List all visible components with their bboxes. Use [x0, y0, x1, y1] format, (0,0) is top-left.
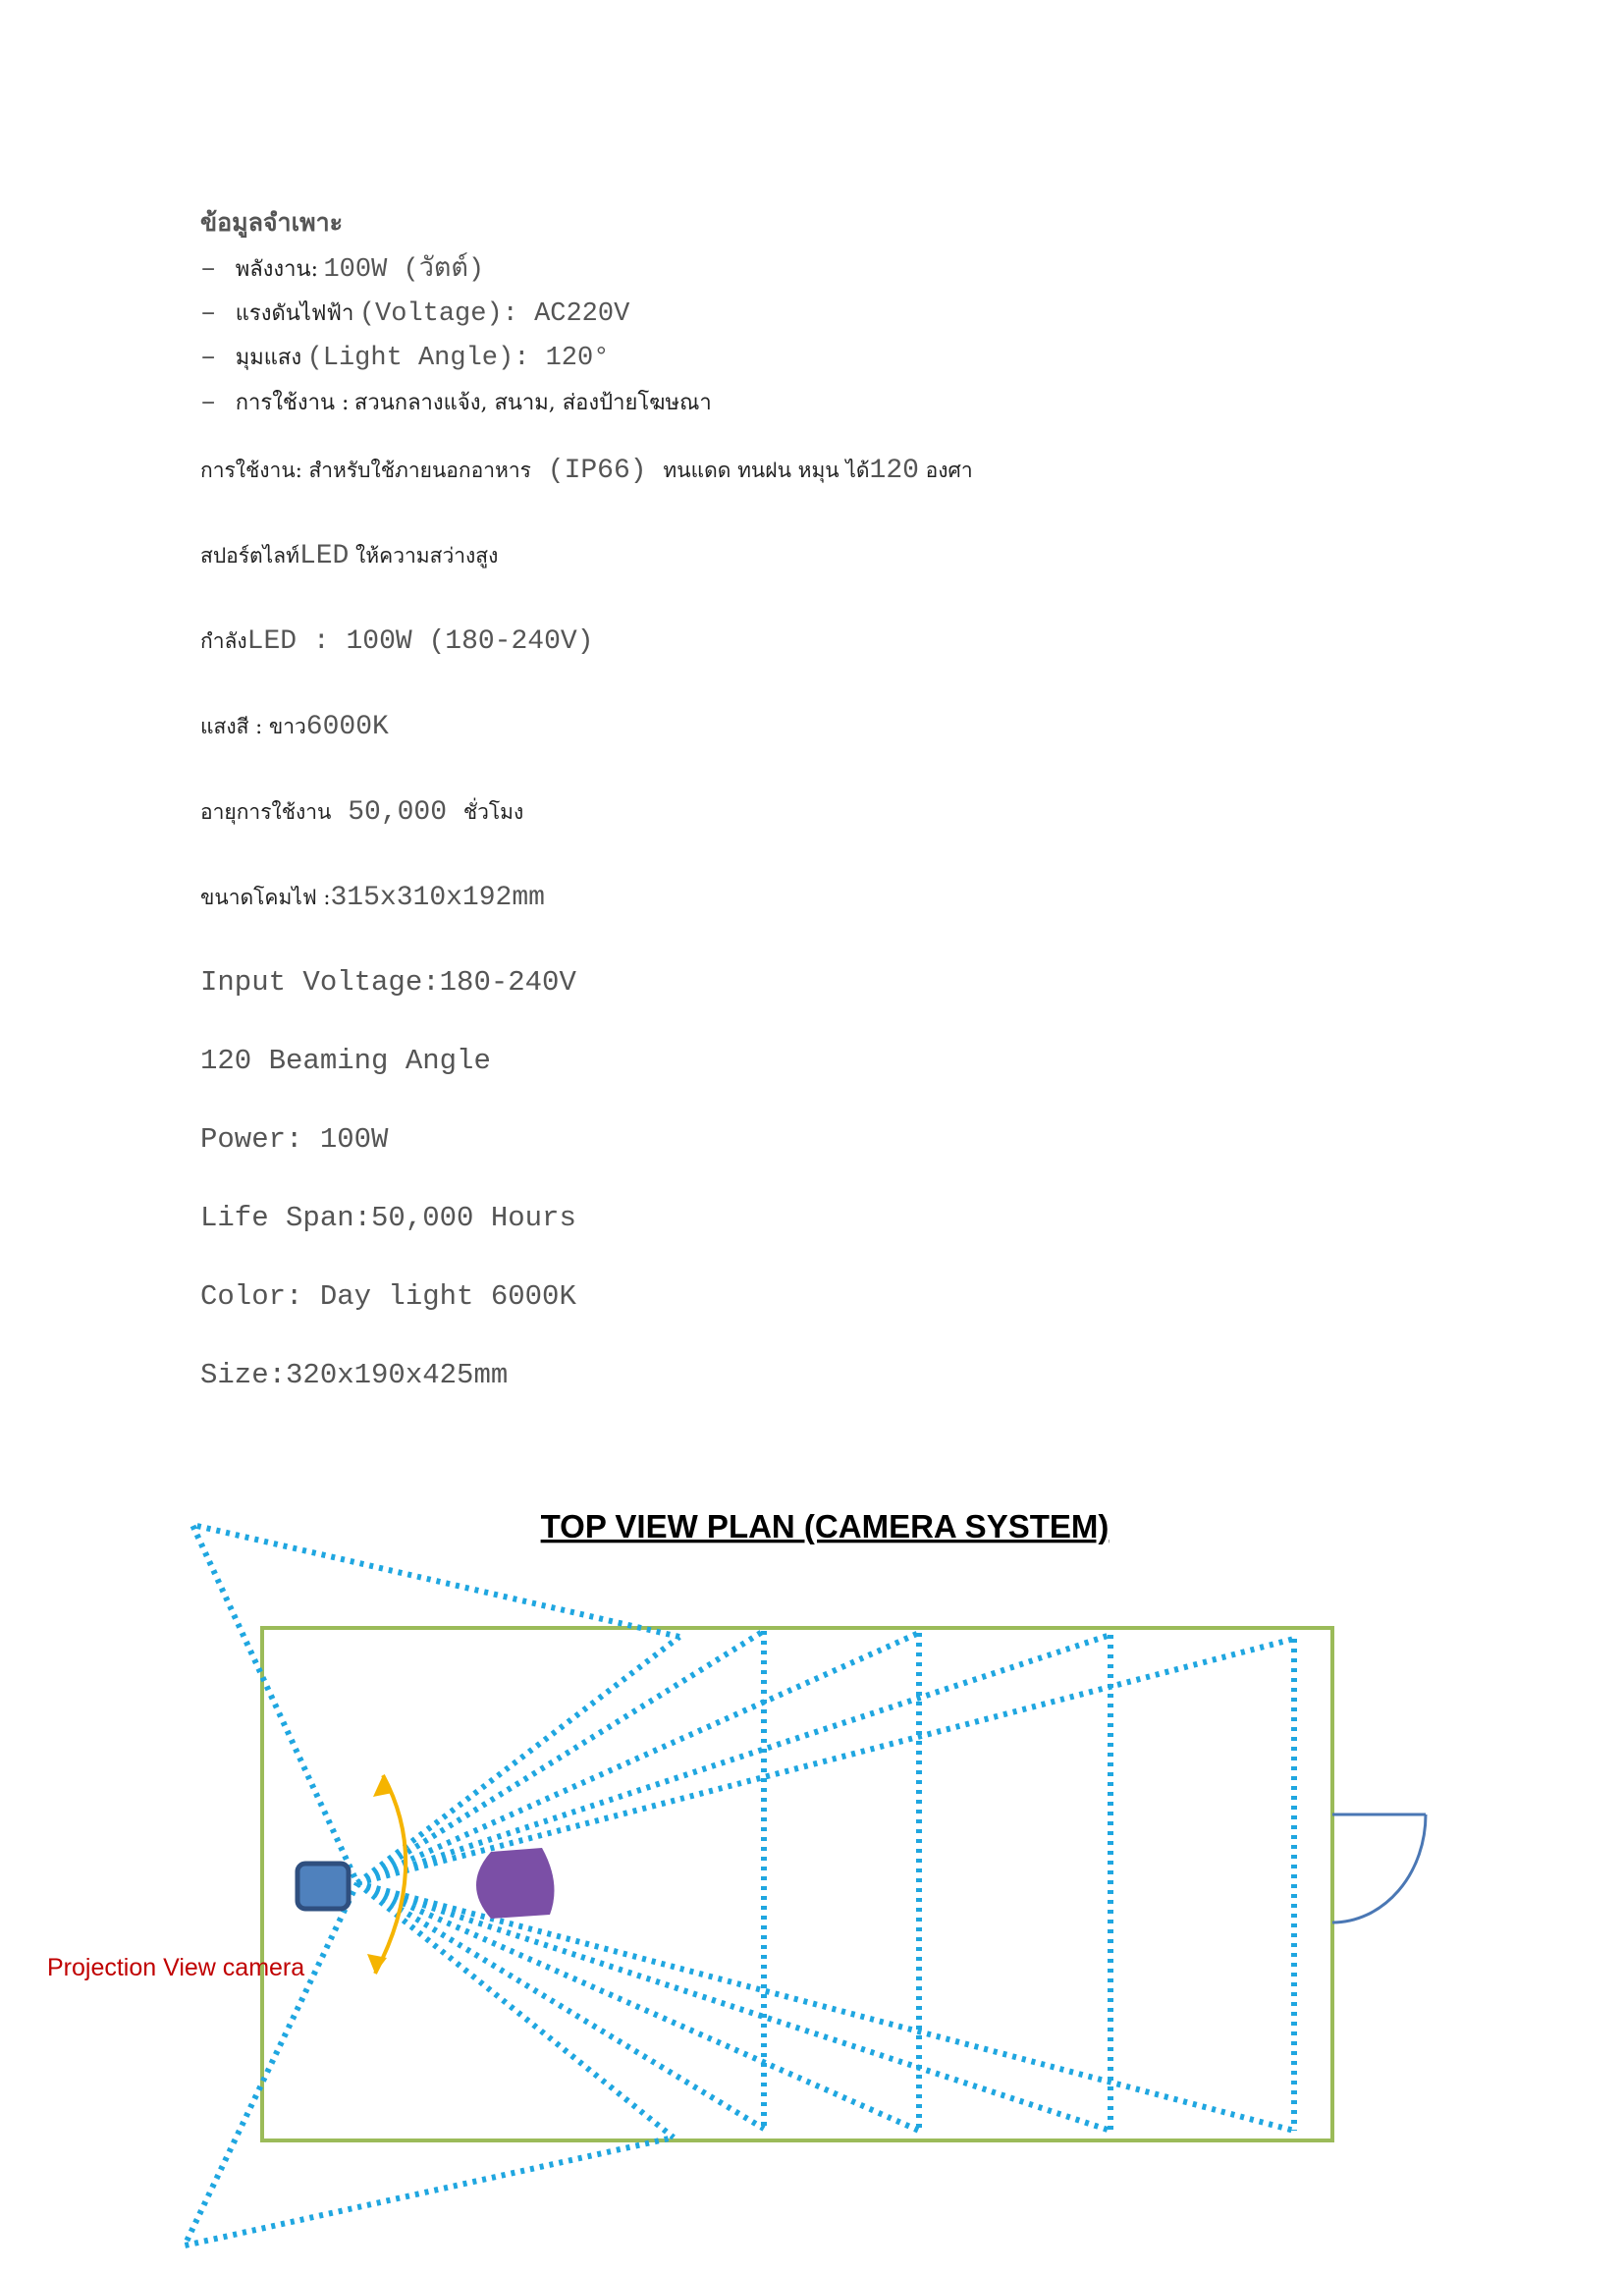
- spec-value: สวนกลางแจ้ง, สนาม, ส่องป้ายโฆษณา: [353, 391, 712, 415]
- spec-label: พลังงาน:: [235, 257, 318, 282]
- view-ray: [357, 1631, 764, 1883]
- life-prefix: อายุการใช้งาน: [200, 800, 332, 824]
- spec-label: แรงดันไฟฟ้า: [235, 301, 354, 326]
- eng-spec-input-voltage: Input Voltage:180-240V: [200, 966, 576, 999]
- outer-projection-triangle: [185, 1525, 679, 2246]
- life-value: 50,000: [331, 797, 463, 828]
- spec-label: การใช้งาน :: [235, 391, 350, 415]
- size-value: 315x310x192mm: [330, 883, 545, 913]
- eng-spec-life-span: Life Span:50,000 Hours: [200, 1202, 576, 1234]
- specs-heading: ข้อมูลจำเพาะ: [200, 208, 344, 237]
- size-prefix: ขนาดโคมไฟ :: [200, 886, 331, 909]
- spec-dash: –: [200, 299, 217, 329]
- power-prefix: กำลัง: [200, 629, 247, 653]
- spec-dash: –: [200, 255, 217, 285]
- eng-spec-power: Power: 100W: [200, 1123, 389, 1156]
- purple-object-icon: [476, 1848, 555, 1919]
- view-ray: [357, 1635, 1110, 1883]
- spec-dash: –: [200, 344, 217, 373]
- spec-value: 100W (วัตต์): [323, 255, 485, 285]
- usage-prefix: การใช้งาน: สำหรับใช้ภายนอกอาหาร: [200, 459, 531, 482]
- eng-spec-size: Size:320x190x425mm: [200, 1359, 509, 1391]
- diagram-title: TOP VIEW PLAN (CAMERA SYSTEM): [540, 1508, 1110, 1544]
- spotlight-suffix: ให้ความสว่างสูง: [349, 544, 499, 568]
- view-ray: [357, 1883, 1294, 2131]
- view-ray: [357, 1883, 674, 2138]
- view-ray: [357, 1883, 764, 2129]
- camera-icon: [298, 1864, 349, 1909]
- eng-spec-beaming-angle: 120 Beaming Angle: [200, 1045, 491, 1077]
- usage-detail: ทนแดด ทนฝน หมุน ได้: [663, 459, 870, 482]
- power-value: LED : 100W (180-240V): [246, 626, 594, 657]
- spec-dash: –: [200, 389, 217, 418]
- usage-ip-rating: (IP66): [530, 456, 664, 486]
- spec-value: (Voltage): AC220V: [358, 299, 630, 329]
- spec-label: มุมแสง: [235, 346, 302, 370]
- spotlight-prefix: สปอร์ตไลท์: [200, 544, 299, 568]
- door-swing-icon: [1332, 1814, 1426, 1922]
- usage-suffix: องศา: [918, 459, 973, 482]
- view-ray: [357, 1883, 1110, 2131]
- life-suffix: ชั่วโมง: [462, 800, 524, 824]
- color-prefix: แสงสี : ขาว: [200, 715, 306, 738]
- color-value: 6000K: [305, 712, 389, 742]
- usage-rotation-degrees: 120: [869, 456, 919, 486]
- room-outline: [262, 1628, 1332, 2140]
- projection-camera-label: Projection View camera: [47, 1954, 305, 1981]
- eng-spec-color: Color: Day light 6000K: [200, 1280, 576, 1313]
- spec-value: (Light Angle): 120°: [306, 344, 610, 373]
- spotlight-led: LED: [298, 541, 350, 571]
